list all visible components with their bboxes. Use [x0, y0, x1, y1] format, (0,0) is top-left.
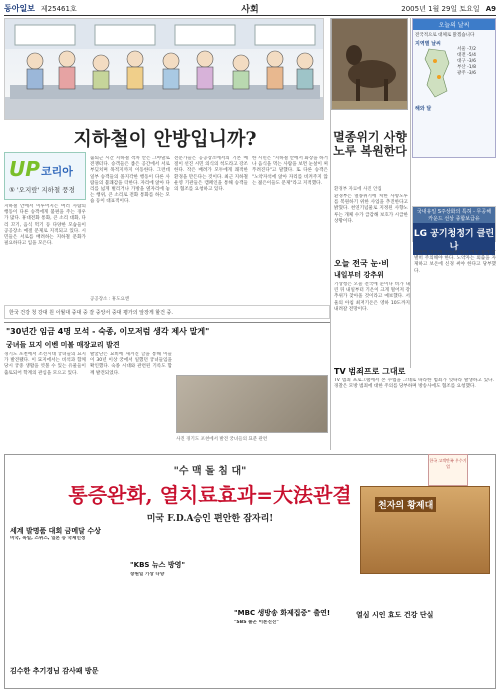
- ad-story3: "MBC 생방송 화제집중" 출연!: [234, 609, 331, 617]
- ad-title-block: [30, 462, 390, 524]
- temp-row: 부산 -1/8: [457, 65, 476, 70]
- korea-map-icon: [417, 47, 457, 99]
- body-text-col3: 전문가들은 공공장소에서의 기본 예절이 선진 시민 의식의 척도라고 강조한다. 작은 배려가 모두에게 쾌적한 환경을 만든다는 것이다. 최근 지하철 운영 기관들은 캠페인을 통해 승객들의 협조를 요청하고 있다.: [174, 156, 248, 193]
- column-divider: [330, 18, 331, 450]
- subway-cartoon-illustration: [4, 18, 324, 120]
- mid-body-col2: 발굴단은 묘비에 새겨진 글을 통해 이들이 30년 이상 궁에서 일했던 궁녀들임을 확인했다. 숙종 시대와 관련된 기록도 함께 발견되었다.: [90, 352, 172, 376]
- ad-story2-sub: 창원일 기상 다양: [130, 572, 165, 577]
- weather-panel: [412, 18, 496, 158]
- temp-row: 대전 -5/4: [457, 53, 476, 58]
- cartoon-drawing: [5, 19, 324, 120]
- tv-headline: TV 범죄프로 그대로: [334, 367, 406, 376]
- mid-subhead: 궁녀들 묘지 이벤 미볼 매장교리 발견: [6, 341, 120, 349]
- tv-body: TV 범죄 프로그램에서 본 수법을 그대로 따라한 범죄가 잇따라 발생하고 있다. 경찰은 모방 범죄에 대한 주의를 당부하며 방송사에도 협조를 요청했다.: [334, 378, 494, 390]
- ad-footer-note: 열심 시인 효도 건강 단실: [356, 611, 434, 619]
- ad-story1-sub: 미국, 독일, 스위스, 일본 등 국제인정: [10, 536, 86, 541]
- tombstone-photo: [176, 375, 328, 433]
- section-title: 사회: [241, 5, 259, 15]
- ad-story1: 세계 발명품 대회 금메달 수상: [10, 527, 101, 535]
- issue-number: 제25461호: [40, 4, 77, 13]
- chart-caption: 공공장소 : 휴도요앤: [90, 297, 130, 302]
- ad-story3-sub: "SBS 솔곤 이론진진": [234, 620, 279, 625]
- ad-story2: "KBS 뉴스 방영": [130, 561, 186, 569]
- newspaper-logo: 동아일보: [4, 4, 35, 13]
- temp-row: 광주 -3/6: [457, 71, 476, 76]
- deer-body: 환경부는 멸종위기에 처한 사향노루를 복원하기 위한 사업을 추진한다고 밝혔다. 천연기념물로 지정된 사향노루는 개체 수가 급감해 보호가 시급한 상황이다.: [334, 194, 408, 224]
- divider: [4, 322, 330, 323]
- weather-temps: [457, 47, 495, 77]
- mid-headline: "30년간 임금 4명 모석 - 숙종, 이모저럼 생각 제사 말게": [6, 327, 210, 336]
- sun-moon-label: 해와 달: [415, 106, 432, 112]
- deer-illustration: [332, 19, 408, 110]
- column-divider: [410, 18, 411, 368]
- series-subtitle: ⑤ '오지랖' 지하철 풍경: [9, 186, 75, 194]
- temp-row: 서울 -7/2: [457, 47, 476, 52]
- deer-caption: 환경부 자료에 사진 안집: [334, 187, 382, 192]
- lg-air-purifier-ad: [412, 206, 496, 252]
- main-headline: 지하철이 안방입니까?: [73, 128, 257, 150]
- musk-deer-photo: [331, 18, 408, 110]
- award-badge: 한국 고객만족 우수기업: [428, 454, 468, 486]
- ad-strip: 한국 건강 청 강대 원 이월대 중대 중 잘 중앙서 중대 평가의 앞장게 할건 중.: [4, 305, 330, 319]
- ad-fda-line: 미국 F.D.A승인 편안한 잠자리!: [146, 514, 274, 524]
- ad-main-title: 통증완화, 열치료효과=大法관결: [68, 483, 352, 507]
- side-body: 한파에 대비해 수도관 동파 예방 등에 각별히 주의해야 한다. 노약자는 외출을 자제하고 보온에 신경 써야 한다고 당부했다.: [414, 250, 496, 274]
- photo-caption: 사진 경기도 포천에서 발견 궁녀들의 묘분 관련: [176, 437, 268, 442]
- weather-note: 전국적으로 대체로 맑겠습니다: [415, 33, 475, 38]
- body-text-col4: 한 시민은 "지하철 안에서 화장을 하거나 음식을 먹는 사람을 보면 눈살이 찌푸려진다"고 말했다. 또 다른 승객은 "노약자석에 앉아 자리를 비켜주지 않는 젊은이들도 문제"라고 지적했다.: [252, 156, 328, 186]
- ad-story4: 김수한 추기경님 감사패 방문: [10, 667, 99, 675]
- ad-brand: LG 공기청정기 클린나: [413, 223, 495, 255]
- mid-body-col1: 경기도 포천에서 조선시대 궁녀들의 묘지가 발견됐다. 이 묘지에서는 비석과 함께 당시 궁중 생활을 엿볼 수 있는 유물들이 출토되어 학계의 관심을 모으고 있다.: [4, 352, 86, 376]
- regional-weather-label: 지역별 날씨: [415, 41, 441, 47]
- masthead: [4, 2, 496, 16]
- ad-quote: "수 맥 돌 침 대": [173, 466, 247, 477]
- body-text-col2: 출퇴근 시간 지하철 객차 안은 그야말로 전쟁터다. 승객들은 좁은 공간에서 서로 부딪치며 목적지까지 이동한다. 그런데 일부 승객들의 몰지각한 행동이 다른 사람들의 불쾌감을 더한다. 자리에 앉아 다리를 넓게 벌리거나 가방을 옆자리에 놓는 행위, 큰 소리로 전화 통화를 하는 모습 등이 대표적이다.: [90, 156, 170, 205]
- up-logo-text: UP: [9, 157, 40, 181]
- weather-subhead: 내일부터 강추위: [334, 271, 384, 279]
- weather-title: 오늘의 날씨: [413, 19, 495, 30]
- weather-headline: 오늘 전국 눈·비: [334, 259, 389, 268]
- issue-date: 2005년 1월 29일 토요일: [401, 4, 480, 13]
- temp-row: 대구 -3/6: [457, 59, 476, 64]
- deer-headline: 멸종위기 사향노루 복원한다: [333, 130, 407, 159]
- ad-top-text: 국내유일 S주상화의 특허 - 무공해 카운드 선상 종합보급유: [413, 207, 495, 223]
- korea-logo-text: 코리아: [41, 165, 73, 178]
- body-text-col1: 지하철 안에서 이루어지는 여러 사람의 행동이 다른 승객에게 불편을 주는 경우가 많다. 휴대전화 통화, 큰 소리 대화, 다리 꼬기, 음식 먹기 등 다양한 모습들이 공공장소 예절 문제로 지적되고 있다. 시민들은 서로를 배려하는 지하철 문화가 필요하다고 입을 모은다.: [4, 204, 86, 247]
- bed-photo: [360, 486, 490, 574]
- bed-brand: 천자의 황제대: [375, 497, 436, 512]
- page-number: A9: [485, 4, 496, 13]
- weather-body: 기상청은 오늘 전국에 눈이나 비가 내린 뒤 내일부터 기온이 크게 떨어져 강추위가 찾아올 것이라고 예보했다. 서울의 아침 최저기온은 영하 10도까지 내려갈 전망이다.: [334, 282, 410, 312]
- up-korea-logo: [4, 152, 86, 200]
